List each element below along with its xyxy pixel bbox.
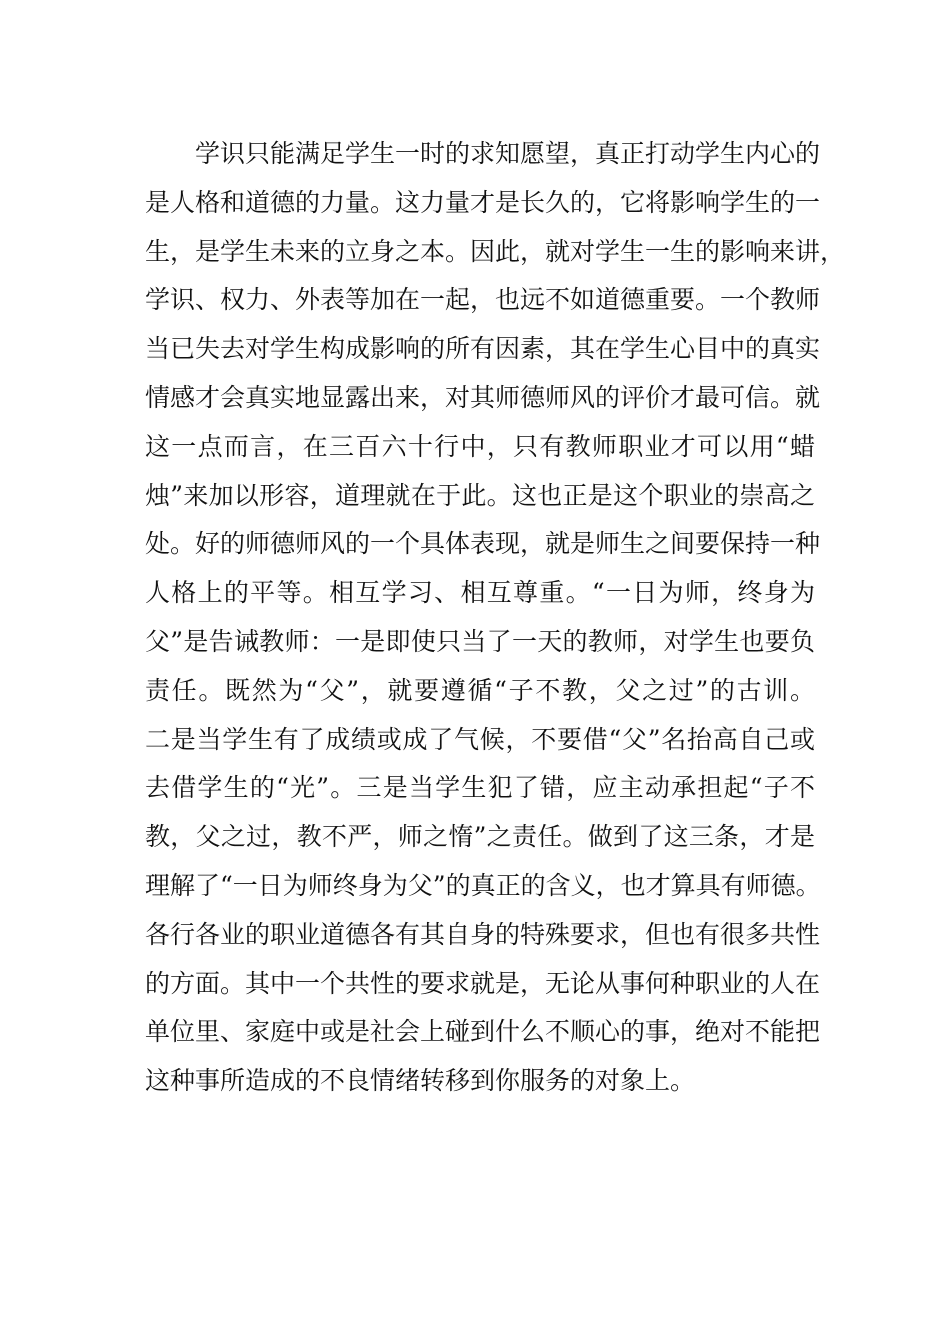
text-line: 是人格和道德的力量。这力量才是长久的，它将影响学生的一 — [145, 187, 821, 217]
text-line: 这种事所造成的不良情绪转移到你服务的对象上。 — [145, 1066, 696, 1096]
text-line: 烛”来加以形容，道理就在于此。这也正是这个职业的崇高之 — [145, 480, 815, 510]
text-line: 人格上的平等。相互学习、相互尊重。“一日为师，终身为 — [145, 578, 815, 608]
text-line: 的方面。其中一个共性的要求就是，无论从事何种职业的人在 — [145, 968, 821, 998]
text-line: 去借学生的“光”。三是当学生犯了错，应主动承担起“子不 — [145, 773, 815, 803]
text-line: 责任。既然为“父”，就要遵循“子不教，父之过”的古训。 — [145, 675, 815, 705]
text-line: 二是当学生有了成绩或成了气候，不要借“父”名抬高自己或 — [145, 724, 815, 754]
text-line: 学识只能满足学生一时的求知愿望，真正打动学生内心的 — [195, 139, 821, 168]
text-line: 生，是学生未来的立身之本。因此，就对学生一生的影响来讲， — [145, 236, 846, 266]
text-line: 理解了“一日为师终身为父”的真正的含义，也才算具有师德。 — [145, 870, 821, 900]
text-line: 各行各业的职业道德各有其自身的特殊要求，但也有很多共性 — [145, 919, 821, 949]
text-line: 情感才会真实地显露出来，对其师德师风的评价才最可信。就 — [145, 382, 821, 412]
text-line: 这一点而言，在三百六十行中，只有教师职业才可以用“蜡 — [145, 431, 815, 461]
text-line: 单位里、家庭中或是社会上碰到什么不顺心的事，绝对不能把 — [145, 1017, 821, 1047]
text-line: 学识、权力、外表等加在一起，也远不如道德重要。一个教师 — [145, 285, 821, 315]
text-line: 教，父之过，教不严，师之惰”之责任。做到了这三条，才是 — [145, 822, 815, 852]
text-line: 父”是告诫教师：一是即使只当了一天的教师，对学生也要负 — [145, 626, 815, 656]
body-paragraph — [145, 130, 846, 1106]
text-line: 当已失去对学生构成影响的所有因素，其在学生心目中的真实 — [145, 334, 821, 364]
text-line: 处。好的师德师风的一个具体表现，就是师生之间要保持一种 — [145, 529, 821, 559]
